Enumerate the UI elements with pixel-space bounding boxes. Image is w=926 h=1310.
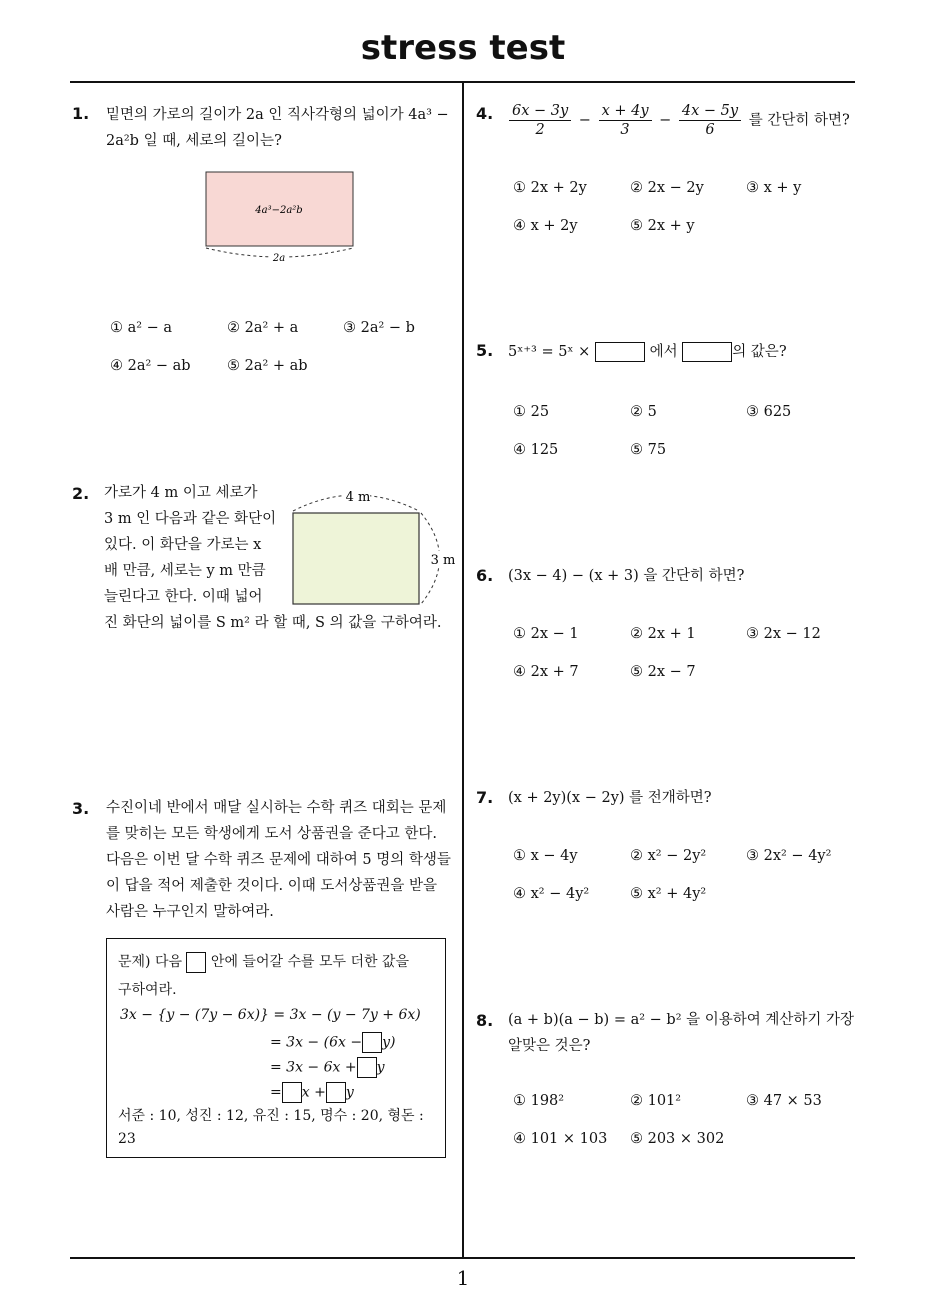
blank-box[interactable] <box>282 1082 302 1103</box>
q1-option-3[interactable]: ③ 2a² − b <box>343 320 415 336</box>
question-3-line-3: 다음은 이번 달 수학 퀴즈 문제에 대하여 5 명의 학생들 <box>106 852 451 868</box>
blank-box[interactable] <box>362 1032 382 1053</box>
question-5-number: 5. <box>476 341 494 360</box>
question-1-line-1: 밑면의 가로의 길이가 2a 인 직사각형의 넓이가 4a³ − <box>106 107 449 123</box>
question-3-line-5: 사람은 누구인지 말하여라. <box>106 904 274 920</box>
column-divider <box>462 83 464 1258</box>
q1-option-4[interactable]: ④ 2a² − ab <box>110 358 191 374</box>
q5-option-3[interactable]: ③ 625 <box>746 404 792 420</box>
equation-line-4: = x + y <box>270 1082 354 1103</box>
question-6-number: 6. <box>476 566 494 585</box>
student-answers-line-2: 23 <box>118 1131 136 1147</box>
q8-option-3[interactable]: ③ 47 × 53 <box>746 1093 822 1109</box>
q8-option-2[interactable]: ② 101² <box>630 1093 682 1109</box>
q7-option-2[interactable]: ② x² − 2y² <box>630 848 707 864</box>
fraction-2: $\frac{x + 4y}{3}$ <box>599 102 652 139</box>
q7-option-3[interactable]: ③ 2x² − 4y² <box>746 848 832 864</box>
question-3-line-1: 수진이네 반에서 매달 실시하는 수학 퀴즈 대회는 문제 <box>106 800 447 816</box>
q5-option-4[interactable]: ④ 125 <box>513 442 559 458</box>
page-number: 1 <box>456 1266 470 1290</box>
question-2-line-5: 늘린다고 한다. 이때 넓어 <box>104 589 263 605</box>
question-8-text <box>508 1007 860 1059</box>
equation-line-3: = 3x − 6x + y <box>270 1057 385 1078</box>
question-2-line-6: 진 화단의 넓이를 S m² 라 할 때, S 의 값을 구하여라. <box>104 615 442 631</box>
page-title: stress test <box>360 28 566 68</box>
question-7-number: 7. <box>476 788 494 807</box>
garden-height-label: 3 m <box>430 553 456 568</box>
q5-option-2[interactable]: ② 5 <box>630 404 657 420</box>
q8-option-1[interactable]: ① 198² <box>513 1093 565 1109</box>
fraction-1: $\frac{6x - 3y}{2}$ <box>509 102 571 139</box>
question-1-rectangle-figure <box>195 168 365 268</box>
question-8-line-2: 알맞은 것은? <box>508 1038 591 1054</box>
question-8-line-1: (a + b)(a − b) = a² − b² 을 이용하여 계산하기 가장 <box>508 1012 855 1028</box>
equation-line-2: = 3x − (6x − y) <box>270 1032 395 1053</box>
equation-line-1: 3x − {y − (7y − 6x)} = 3x − (y − 7y + 6x) <box>120 1007 421 1023</box>
question-1-number: 1. <box>72 104 90 123</box>
q4-option-4[interactable]: ④ x + 2y <box>513 218 578 234</box>
question-4-text: $\frac{6x - 3y}{2}$ − $\frac{x + 4y}{3}$ − $\frac{4x - 5y}{6}$ 를 간단히 하면? <box>506 102 850 139</box>
q1-option-2[interactable]: ② 2a² + a <box>227 320 299 336</box>
question-3-line-2: 를 맞히는 모든 학생에게 도서 상품권을 준다고 한다. <box>106 826 438 842</box>
rect-width-label: 2a <box>272 253 286 264</box>
question-2-line-2: 3 m 인 다음과 같은 화단이 <box>104 511 277 527</box>
q7-option-1[interactable]: ① x − 4y <box>513 848 578 864</box>
question-6-text: (3x − 4) − (x + 3) 을 간단히 하면? <box>508 568 745 584</box>
question-3-line-4: 이 답을 적어 제출한 것이다. 이때 도서상품권을 받을 <box>106 878 438 894</box>
rect-area-label: 4a³−2a²b <box>255 205 303 216</box>
question-7-text: (x + 2y)(x − 2y) 를 전개하면? <box>508 790 712 806</box>
q4-option-1[interactable]: ① 2x + 2y <box>513 180 587 196</box>
bottom-rule <box>70 1257 855 1259</box>
problem-box-line-1: 문제) 다음 안에 들어갈 수를 모두 더한 값을 <box>118 951 409 973</box>
question-2-garden-figure <box>288 484 460 610</box>
q4-option-3[interactable]: ③ x + y <box>746 180 802 196</box>
q6-option-5[interactable]: ⑤ 2x − 7 <box>630 664 696 680</box>
q6-option-4[interactable]: ④ 2x + 7 <box>513 664 579 680</box>
question-1-line-2: 2a²b 일 때, 세로의 길이는? <box>106 133 282 149</box>
answer-blank[interactable] <box>595 342 645 362</box>
problem-box-line-2: 구하여라. <box>118 982 177 998</box>
q1-option-1[interactable]: ① a² − a <box>110 320 173 336</box>
q7-option-4[interactable]: ④ x² − 4y² <box>513 886 590 902</box>
question-4-number: 4. <box>476 104 494 123</box>
blank-box[interactable] <box>326 1082 346 1103</box>
q5-option-5[interactable]: ⑤ 75 <box>630 442 667 458</box>
q1-option-5[interactable]: ⑤ 2a² + ab <box>227 358 308 374</box>
q8-option-5[interactable]: ⑤ 203 × 302 <box>630 1131 725 1147</box>
question-2-number: 2. <box>72 484 90 503</box>
garden-width-label: 4 m <box>345 490 371 505</box>
question-3-text <box>106 795 458 925</box>
blank-box <box>186 952 206 973</box>
question-3-problem-box <box>106 938 446 1158</box>
q6-option-1[interactable]: ① 2x − 1 <box>513 626 579 642</box>
answer-blank[interactable] <box>682 342 732 362</box>
q4-option-5[interactable]: ⑤ 2x + y <box>630 218 695 234</box>
q6-option-3[interactable]: ③ 2x − 12 <box>746 626 821 642</box>
q4-option-2[interactable]: ② 2x − 2y <box>630 180 704 196</box>
question-2-line-3: 있다. 이 화단을 가로는 x <box>104 537 262 553</box>
question-2-line-1: 가로가 4 m 이고 세로가 <box>104 485 258 501</box>
q5-option-1[interactable]: ① 25 <box>513 404 550 420</box>
blank-box[interactable] <box>357 1057 377 1078</box>
question-3-number: 3. <box>72 799 90 818</box>
student-answers-line-1: 서준 : 10, 성진 : 12, 유진 : 15, 명수 : 20, 형돈 : <box>118 1108 424 1124</box>
q8-option-4[interactable]: ④ 101 × 103 <box>513 1131 608 1147</box>
question-5-text: 5ˣ⁺³ = 5ˣ × 에서 의 값은? <box>508 344 787 360</box>
q7-option-5[interactable]: ⑤ x² + 4y² <box>630 886 707 902</box>
question-8-number: 8. <box>476 1011 494 1030</box>
q6-option-2[interactable]: ② 2x + 1 <box>630 626 696 642</box>
question-2-line-4: 배 만큼, 세로는 y m 만큼 <box>104 563 266 579</box>
fraction-3: $\frac{4x - 5y}{6}$ <box>679 102 741 139</box>
question-1-text <box>106 102 456 154</box>
